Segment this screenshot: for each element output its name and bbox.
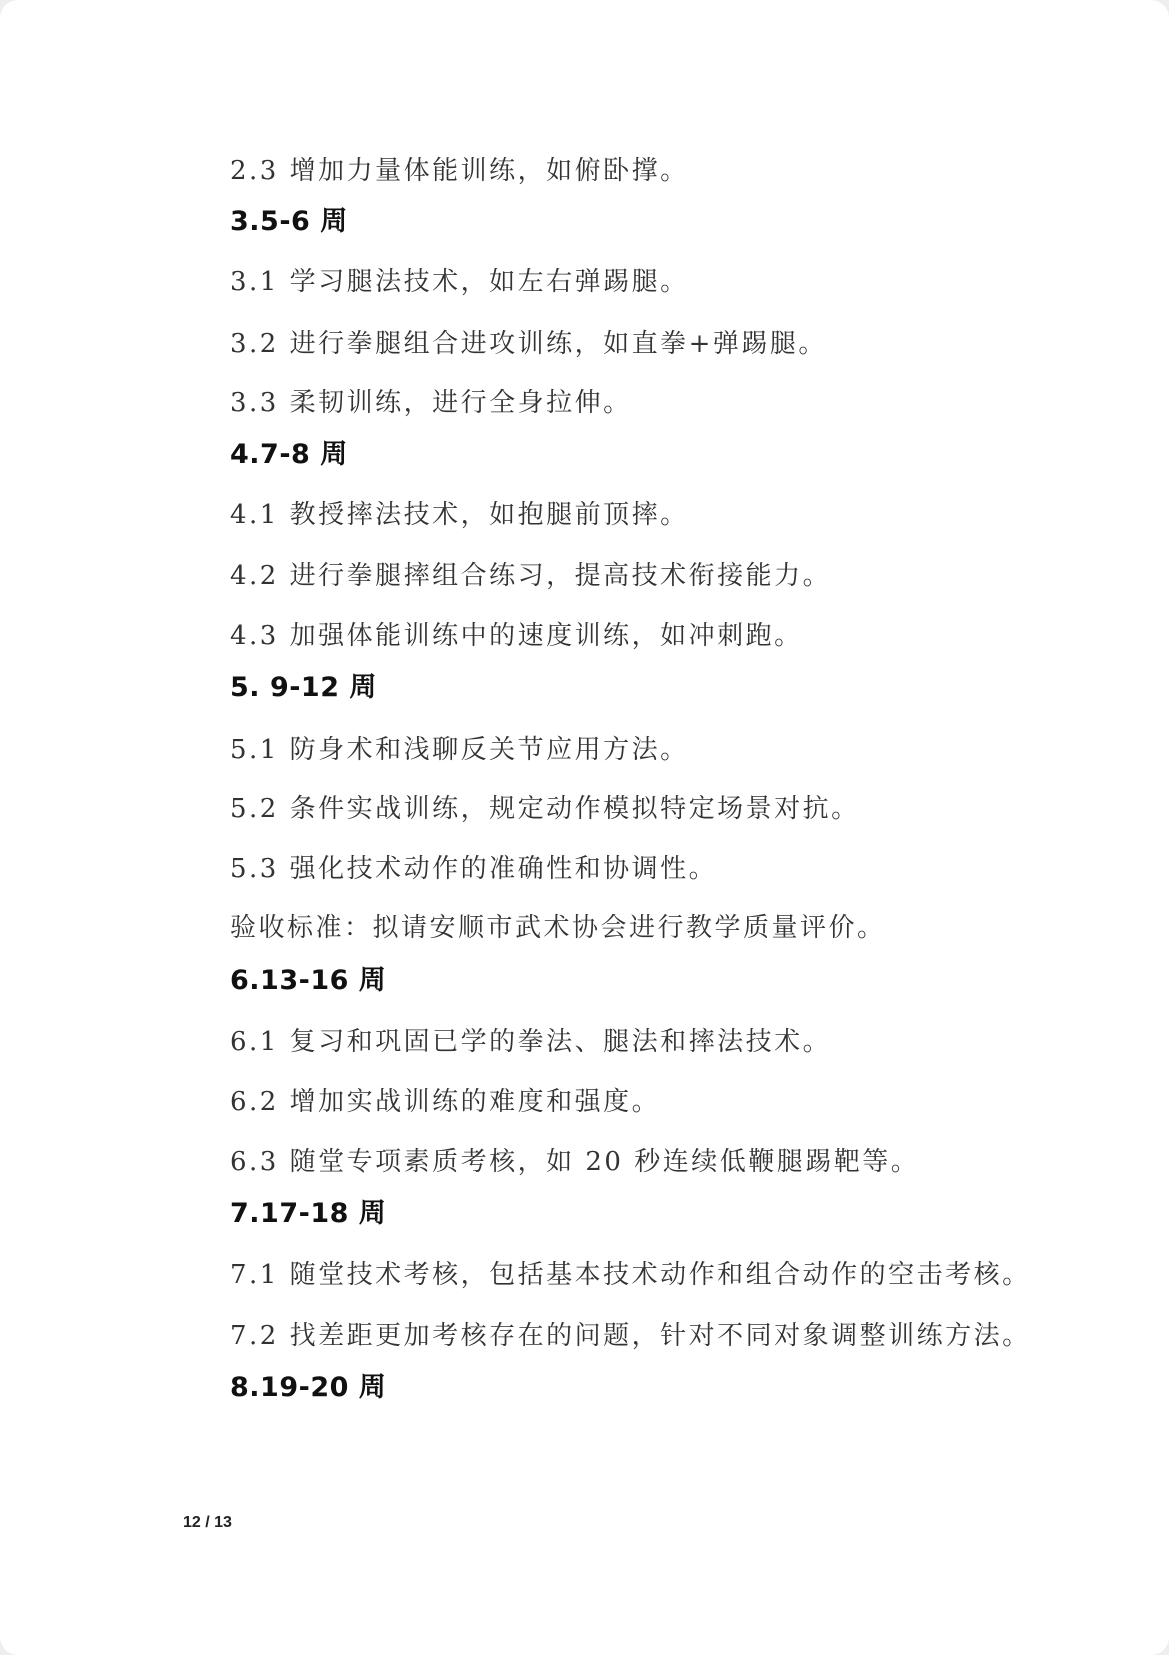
section-heading-week-5-6: 3.5-6 周 [230,206,348,237]
body-line-3-1: 3.1 学习腿法技术，如左右弹踢腿。 [230,267,689,297]
body-line-6-3: 6.3 随堂专项素质考核，如 20 秒连续低鞭腿踢靶等。 [230,1147,920,1177]
body-line-5-2: 5.2 条件实战训练，规定动作模拟特定场景对抗。 [230,794,860,824]
body-line-4-2: 4.2 进行拳腿摔组合练习，提高技术衔接能力。 [230,561,832,591]
body-line-3-2: 3.2 进行拳腿组合进攻训练，如直拳+弹踢腿。 [230,329,827,359]
section-heading-week-19-20: 8.19-20 周 [230,1372,387,1403]
body-line-5-1: 5.1 防身术和浅聊反关节应用方法。 [230,735,689,765]
body-line-5-3: 5.3 强化技术动作的准确性和协调性。 [230,854,718,884]
body-line-4-3: 4.3 加强体能训练中的速度训练，如冲刺跑。 [230,621,803,651]
body-line-6-1: 6.1 复习和巩固已学的拳法、腿法和摔法技术。 [230,1027,832,1057]
body-line-6-2: 6.2 增加实战训练的难度和强度。 [230,1087,661,1117]
body-line-3-3: 3.3 柔韧训练，进行全身拉伸。 [230,388,632,418]
section-heading-week-9-12: 5. 9-12 周 [230,672,377,703]
body-line-7-1: 7.1 随堂技术考核，包括基本技术动作和组合动作的空击考核。 [230,1260,1031,1290]
acceptance-criteria-line: 验收标准：拟请安顺市武术协会进行教学质量评价。 [230,913,886,943]
body-line-4-1: 4.1 教授摔法技术，如抱腿前顶摔。 [230,500,689,530]
section-heading-week-7-8: 4.7-8 周 [230,439,348,470]
section-heading-week-13-16: 6.13-16 周 [230,965,387,996]
body-line-7-2: 7.2 找差距更加考核存在的问题，针对不同对象调整训练方法。 [230,1321,1031,1351]
page-number: 12 / 13 [183,1514,232,1531]
section-heading-week-17-18: 7.17-18 周 [230,1198,387,1229]
body-line-2-3: 2.3 增加力量体能训练，如俯卧撑。 [230,156,689,186]
